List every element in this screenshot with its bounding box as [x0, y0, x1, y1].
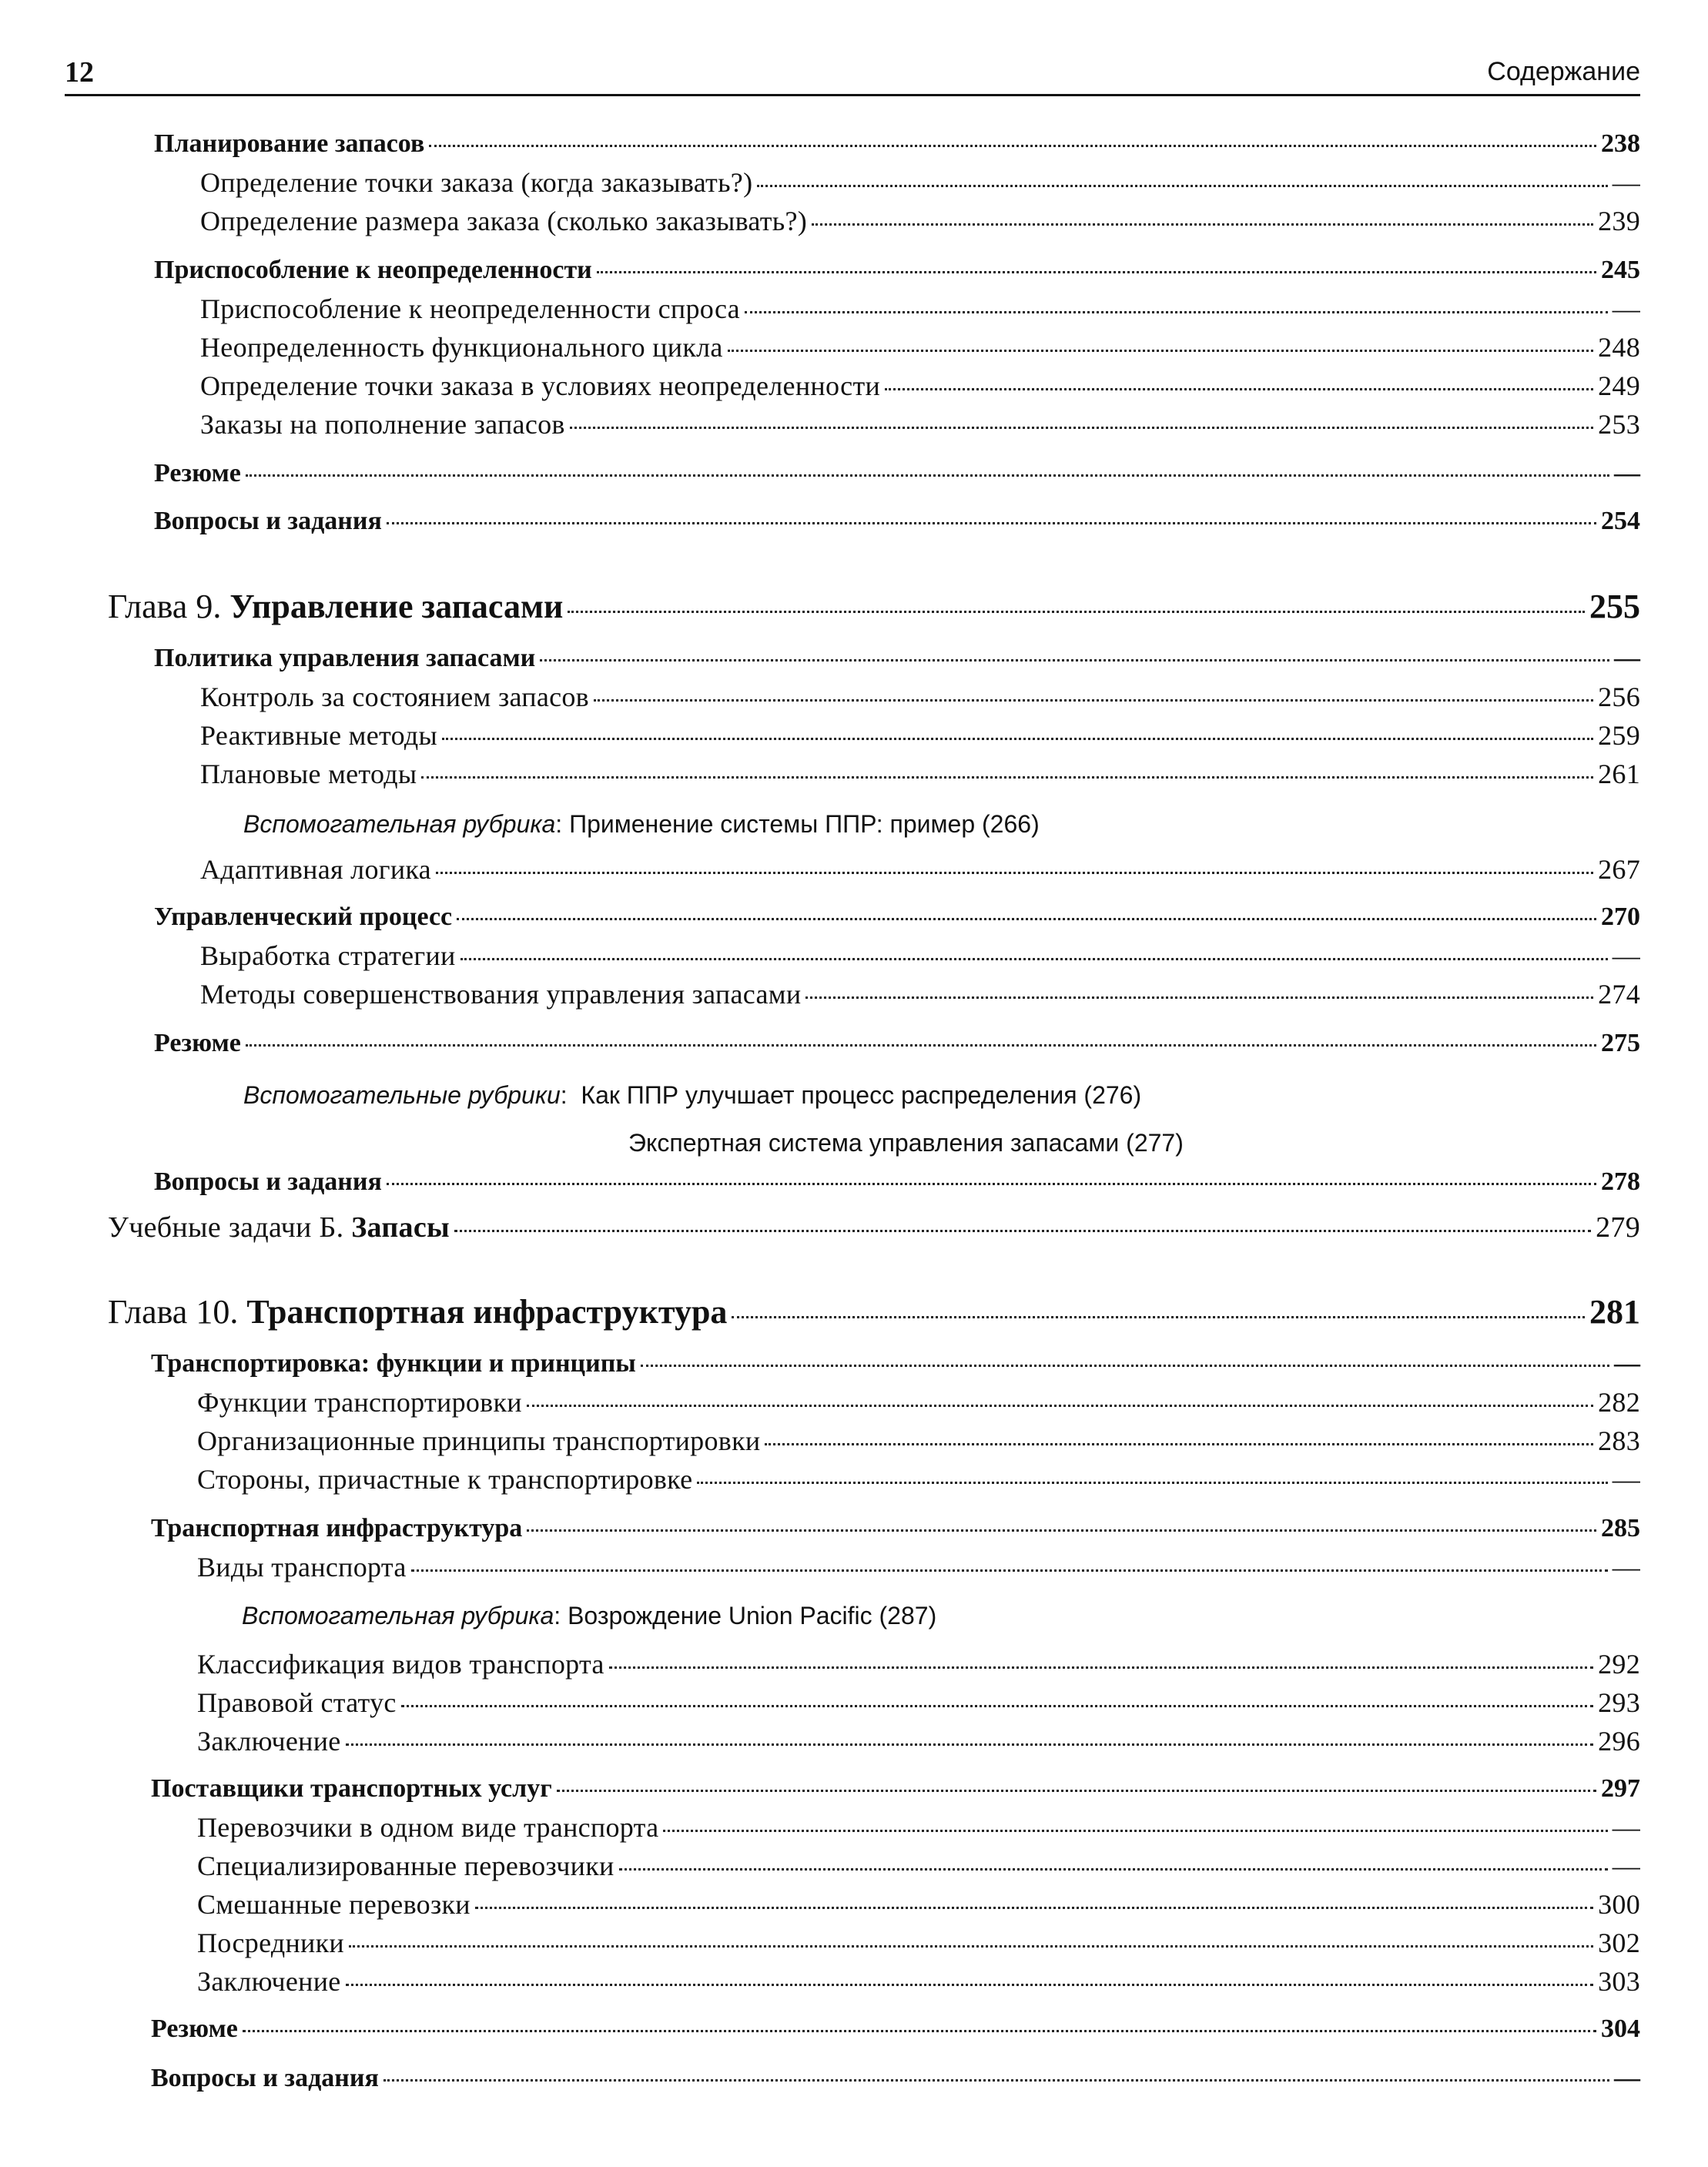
toc-label: Плановые методы: [200, 759, 417, 789]
running-title: Содержание: [1487, 57, 1640, 86]
leader-dots: [401, 1705, 1593, 1707]
leader-dots: [457, 918, 1596, 920]
toc-subsection[interactable]: [200, 331, 1640, 363]
aux-label: Вспомогательные рубрики: [243, 1081, 561, 1109]
toc-label: Определение размера заказа (сколько заказывать?): [200, 206, 808, 236]
toc-page: 302: [1598, 1928, 1640, 1958]
toc-label: Виды транспорта: [197, 1552, 407, 1583]
toc-subsection[interactable]: [200, 681, 1640, 713]
leader-dots: [436, 872, 1593, 874]
aux-text: Экспертная система управления запасами (277): [628, 1129, 1184, 1157]
toc-section[interactable]: [151, 1349, 1640, 1378]
leader-dots: [411, 1569, 1608, 1572]
toc-section[interactable]: [154, 903, 1640, 932]
toc-label: Транспортировка: функции и принципы: [151, 1349, 636, 1378]
toc-page: 253: [1598, 409, 1640, 440]
toc-section[interactable]: [154, 256, 1640, 285]
toc-subsection[interactable]: [200, 853, 1640, 886]
leader-dots: [663, 1830, 1607, 1832]
toc-label: Заказы на пополнение запасов: [200, 409, 565, 440]
toc-section[interactable]: [151, 2015, 1640, 2044]
leader-dots: [697, 1482, 1607, 1484]
toc-page: 293: [1598, 1687, 1640, 1718]
leader-dots: [429, 145, 1596, 147]
toc-page: 278: [1601, 1167, 1640, 1196]
toc-subsection[interactable]: [197, 1927, 1640, 1959]
toc-page: 270: [1601, 903, 1640, 931]
toc-section[interactable]: [154, 644, 1640, 673]
toc-section[interactable]: [154, 459, 1640, 488]
leader-dots: [619, 1868, 1608, 1871]
toc-page: 300: [1598, 1889, 1640, 1920]
auxiliary-note: Вспомогательные рубрики: Как ППР улучшает процесс распределения (276): [243, 1081, 1142, 1109]
toc-label: Правовой статус: [197, 1687, 397, 1718]
toc-label: Резюме: [154, 1029, 241, 1057]
toc-page: —: [1614, 2064, 1640, 2092]
toc-label: Планирование запасов: [154, 129, 425, 158]
toc-label: Поставщики транспортных услуг: [151, 1774, 552, 1803]
toc-subsection[interactable]: [200, 978, 1640, 1010]
toc-label: Заключение: [197, 1966, 341, 1997]
leader-dots: [765, 1443, 1593, 1445]
toc-label: Приспособление к неопределенности: [154, 256, 592, 284]
toc-page: 259: [1598, 720, 1640, 751]
toc-label: Посредники: [197, 1928, 344, 1958]
toc-label: Перевозчики в одном виде транспорта: [197, 1812, 659, 1843]
leader-dots: [570, 427, 1593, 429]
toc-page: 281: [1589, 1293, 1640, 1331]
leader-dots: [594, 699, 1593, 702]
page-header: [65, 55, 1640, 92]
leader-dots: [812, 223, 1593, 226]
toc-page: 249: [1598, 370, 1640, 401]
toc-page: —: [1614, 459, 1640, 487]
toc-label: Заключение: [197, 1726, 341, 1757]
leader-dots: [421, 776, 1593, 779]
toc-label: Методы совершенствования управления запасами: [200, 979, 802, 1010]
leader-dots: [246, 1044, 1596, 1047]
leader-dots: [540, 659, 1609, 661]
toc-subsection[interactable]: [197, 1725, 1640, 1757]
toc-subsection[interactable]: [197, 1551, 1640, 1583]
toc-page: —: [1612, 293, 1640, 324]
toc-chapter[interactable]: [108, 587, 1640, 626]
toc-subsection[interactable]: [197, 1686, 1640, 1719]
toc-label: Стороны, причастные к транспортировке: [197, 1464, 693, 1495]
toc-label: Запасы: [351, 1211, 450, 1244]
toc-subsection[interactable]: [200, 166, 1640, 199]
toc-section[interactable]: [154, 129, 1640, 159]
toc-page: —: [1612, 1812, 1640, 1843]
leader-dots: [383, 2079, 1609, 2082]
leader-dots: [475, 1907, 1593, 1909]
auxiliary-note-continued: [628, 1129, 1184, 1157]
toc-subsection[interactable]: [197, 1965, 1640, 1998]
aux-text: Применение системы ППР: пример (266): [569, 810, 1040, 838]
toc-label: Приспособление к неопределенности спроса: [200, 293, 740, 324]
leader-dots: [246, 474, 1609, 477]
toc-section[interactable]: [151, 1514, 1640, 1543]
toc-page: —: [1614, 1349, 1640, 1378]
toc-section[interactable]: [154, 1029, 1640, 1058]
toc-page: 297: [1601, 1774, 1640, 1803]
leader-dots: [757, 185, 1607, 187]
toc-page: 261: [1598, 759, 1640, 789]
toc-label: Выработка стратегии: [200, 940, 456, 971]
toc-page: —: [1614, 644, 1640, 672]
toc-label: Политика управления запасами: [154, 644, 536, 672]
chapter-prefix: Глава 10.: [108, 1293, 239, 1331]
toc-subsection[interactable]: [197, 1386, 1640, 1418]
leader-dots: [387, 1183, 1596, 1185]
toc-label: Транспортная инфраструктура: [246, 1293, 728, 1331]
toc-page: 285: [1601, 1514, 1640, 1542]
toc-subsection[interactable]: [197, 1463, 1640, 1495]
leader-dots: [609, 1666, 1593, 1669]
toc-subsection[interactable]: [197, 1425, 1640, 1457]
toc-page: 245: [1601, 256, 1640, 284]
leader-dots: [454, 1230, 1591, 1232]
toc-label: Реактивные методы: [200, 720, 437, 751]
leader-dots: [346, 1984, 1594, 1986]
toc-subsection[interactable]: [200, 719, 1640, 752]
toc-subsection[interactable]: [200, 293, 1640, 325]
toc-label: Резюме: [151, 2015, 238, 2043]
leader-dots: [346, 1743, 1594, 1746]
toc-label: Классификация видов транспорта: [197, 1649, 604, 1680]
toc-label: Функции транспортировки: [197, 1387, 522, 1418]
toc-page: —: [1612, 1552, 1640, 1583]
toc-page: —: [1612, 940, 1640, 971]
toc-label: Транспортная инфраструктура: [151, 1514, 523, 1542]
toc-page: —: [1612, 1464, 1640, 1495]
toc-page: —: [1612, 1850, 1640, 1881]
toc-label: Адаптивная логика: [200, 854, 431, 885]
leader-dots: [460, 958, 1608, 960]
toc-page: 254: [1601, 507, 1640, 535]
leader-dots: [527, 1529, 1596, 1532]
toc-subsection[interactable]: [197, 1648, 1640, 1680]
toc-section[interactable]: [154, 1167, 1640, 1197]
toc-label: Управление запасами: [229, 588, 564, 625]
toc-label: Специализированные перевозчики: [197, 1850, 615, 1881]
toc-chapter[interactable]: [108, 1292, 1640, 1331]
toc-page: 255: [1589, 588, 1640, 625]
toc-subsection[interactable]: [200, 205, 1640, 237]
toc-page: —: [1612, 167, 1640, 198]
toc-page: 283: [1598, 1425, 1640, 1456]
leader-dots: [805, 996, 1593, 999]
header-rule: [65, 94, 1640, 96]
leader-dots: [557, 1790, 1596, 1792]
leader-dots: [732, 1316, 1585, 1318]
toc-section[interactable]: [151, 1774, 1640, 1804]
toc-label: Резюме: [154, 459, 241, 487]
auxiliary-note: Вспомогательная рубрика: Применение системы ППР: пример (266): [243, 810, 1040, 838]
aux-label: Вспомогательная рубрика: [242, 1602, 554, 1629]
chapter-prefix: Глава 9.: [108, 588, 222, 625]
toc-label: Управленческий процесс: [154, 903, 453, 931]
aux-text: Как ППР улучшает процесс распределения (276): [581, 1081, 1142, 1109]
toc-subsection[interactable]: [200, 758, 1640, 790]
toc-subsection[interactable]: [200, 408, 1640, 440]
leader-dots: [442, 738, 1593, 740]
leader-dots: [641, 1365, 1609, 1367]
auxiliary-note: Вспомогательная рубрика: Возрождение Union Pacific (287): [242, 1602, 937, 1629]
leader-dots: [387, 522, 1596, 524]
leader-dots: [597, 271, 1596, 273]
toc-label: Смешанные перевозки: [197, 1889, 471, 1920]
toc-page: 239: [1598, 206, 1640, 236]
toc-subsection[interactable]: [197, 1811, 1640, 1844]
toc-page: 292: [1598, 1649, 1640, 1680]
toc-page: 282: [1598, 1387, 1640, 1418]
leader-dots: [349, 1945, 1593, 1948]
toc-subsection[interactable]: [200, 370, 1640, 402]
aux-label: Вспомогательная рубрика: [243, 810, 556, 838]
toc-label: Контроль за состоянием запасов: [200, 682, 589, 712]
toc-subsection[interactable]: [197, 1888, 1640, 1921]
toc-label: Определение точки заказа в условиях неопределенности: [200, 370, 881, 401]
toc-subsection[interactable]: [197, 1850, 1640, 1882]
toc-section[interactable]: [151, 2064, 1640, 2093]
toc-page: 267: [1598, 854, 1640, 885]
toc-page: 304: [1601, 2015, 1640, 2043]
toc-page: 303: [1598, 1966, 1640, 1997]
toc-label: Неопределенность функционального цикла: [200, 332, 723, 363]
toc-label: Вопросы и задания: [154, 1167, 382, 1196]
toc-subsection[interactable]: [200, 939, 1640, 972]
toc-label: Организационные принципы транспортировки: [197, 1425, 761, 1456]
toc-label: Вопросы и задания: [154, 507, 382, 535]
toc-case-studies[interactable]: [108, 1211, 1640, 1244]
toc-page: 279: [1596, 1211, 1640, 1244]
leader-dots: [568, 611, 1585, 613]
leader-dots: [745, 311, 1608, 313]
leader-dots: [527, 1405, 1593, 1407]
toc-page: 248: [1598, 332, 1640, 363]
leader-dots: [243, 2030, 1596, 2032]
toc-page: 296: [1598, 1726, 1640, 1757]
toc-page: 275: [1601, 1029, 1640, 1057]
toc-label: Вопросы и задания: [151, 2064, 379, 2092]
aux-text: Возрождение Union Pacific (287): [568, 1602, 937, 1629]
page-number: 12: [65, 56, 94, 89]
leader-dots: [885, 388, 1593, 390]
toc-label: Определение точки заказа (когда заказывать?): [200, 167, 753, 198]
leader-dots: [728, 350, 1593, 352]
toc-page: 238: [1601, 129, 1640, 158]
toc-section[interactable]: [154, 507, 1640, 536]
toc-page: 256: [1598, 682, 1640, 712]
toc-page: 274: [1598, 979, 1640, 1010]
case-prefix: Учебные задачи Б.: [108, 1211, 344, 1244]
